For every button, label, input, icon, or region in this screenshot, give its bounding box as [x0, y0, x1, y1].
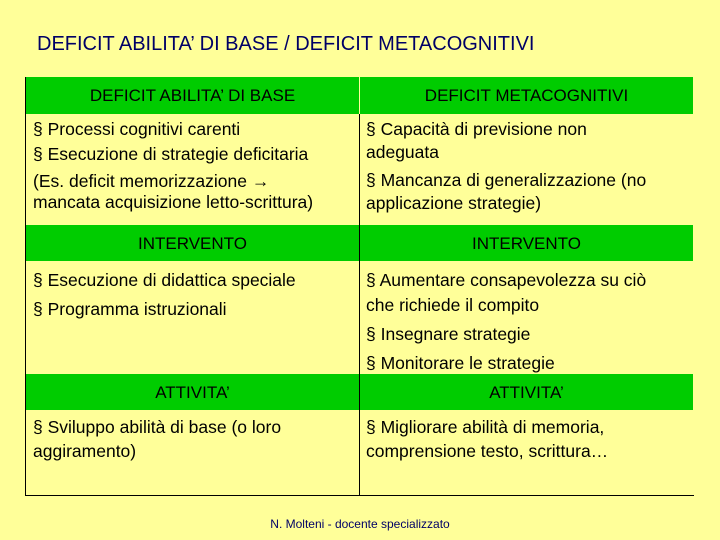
attivita-header-left: ATTIVITA’ [26, 374, 359, 410]
intervento-header-right: INTERVENTO [360, 225, 693, 261]
row2-left: § Esecuzione di didattica speciale § Programma istruzionali [33, 270, 296, 319]
header-left: DEFICIT ABILITA’ DI BASE [26, 77, 359, 114]
row3-left: § Sviluppo abilità di base (o loro aggiramento) [33, 417, 282, 461]
intervento-header-left: INTERVENTO [26, 225, 359, 261]
row2-right: § Aumentare consapevolezza su ciò che richiede il compito § Insegnare strategie § Monitorare le strategie [366, 270, 647, 373]
page-title: DEFICIT ABILITA’ DI BASE / DEFICIT METACOGNITIVI [37, 33, 535, 55]
footer-credit: N. Molteni - docente specializzato [270, 517, 450, 531]
row1-right: § Capacità di previsione non adeguata § Mancanza di generalizzazione (no applicazione strategie) [366, 119, 647, 214]
row3-right: § Migliorare abilità di memoria, comprensione testo, scrittura… [366, 417, 609, 461]
row1-left: § Processi cognitivi carenti § Esecuzione di strategie deficitaria (Es. deficit memorizzazione → mancata acquisizione letto-scrittura) [33, 119, 314, 212]
column-divider [359, 114, 360, 495]
attivita-header-right: ATTIVITA’ [360, 374, 693, 410]
header-right: DEFICIT METACOGNITIVI [360, 77, 693, 114]
